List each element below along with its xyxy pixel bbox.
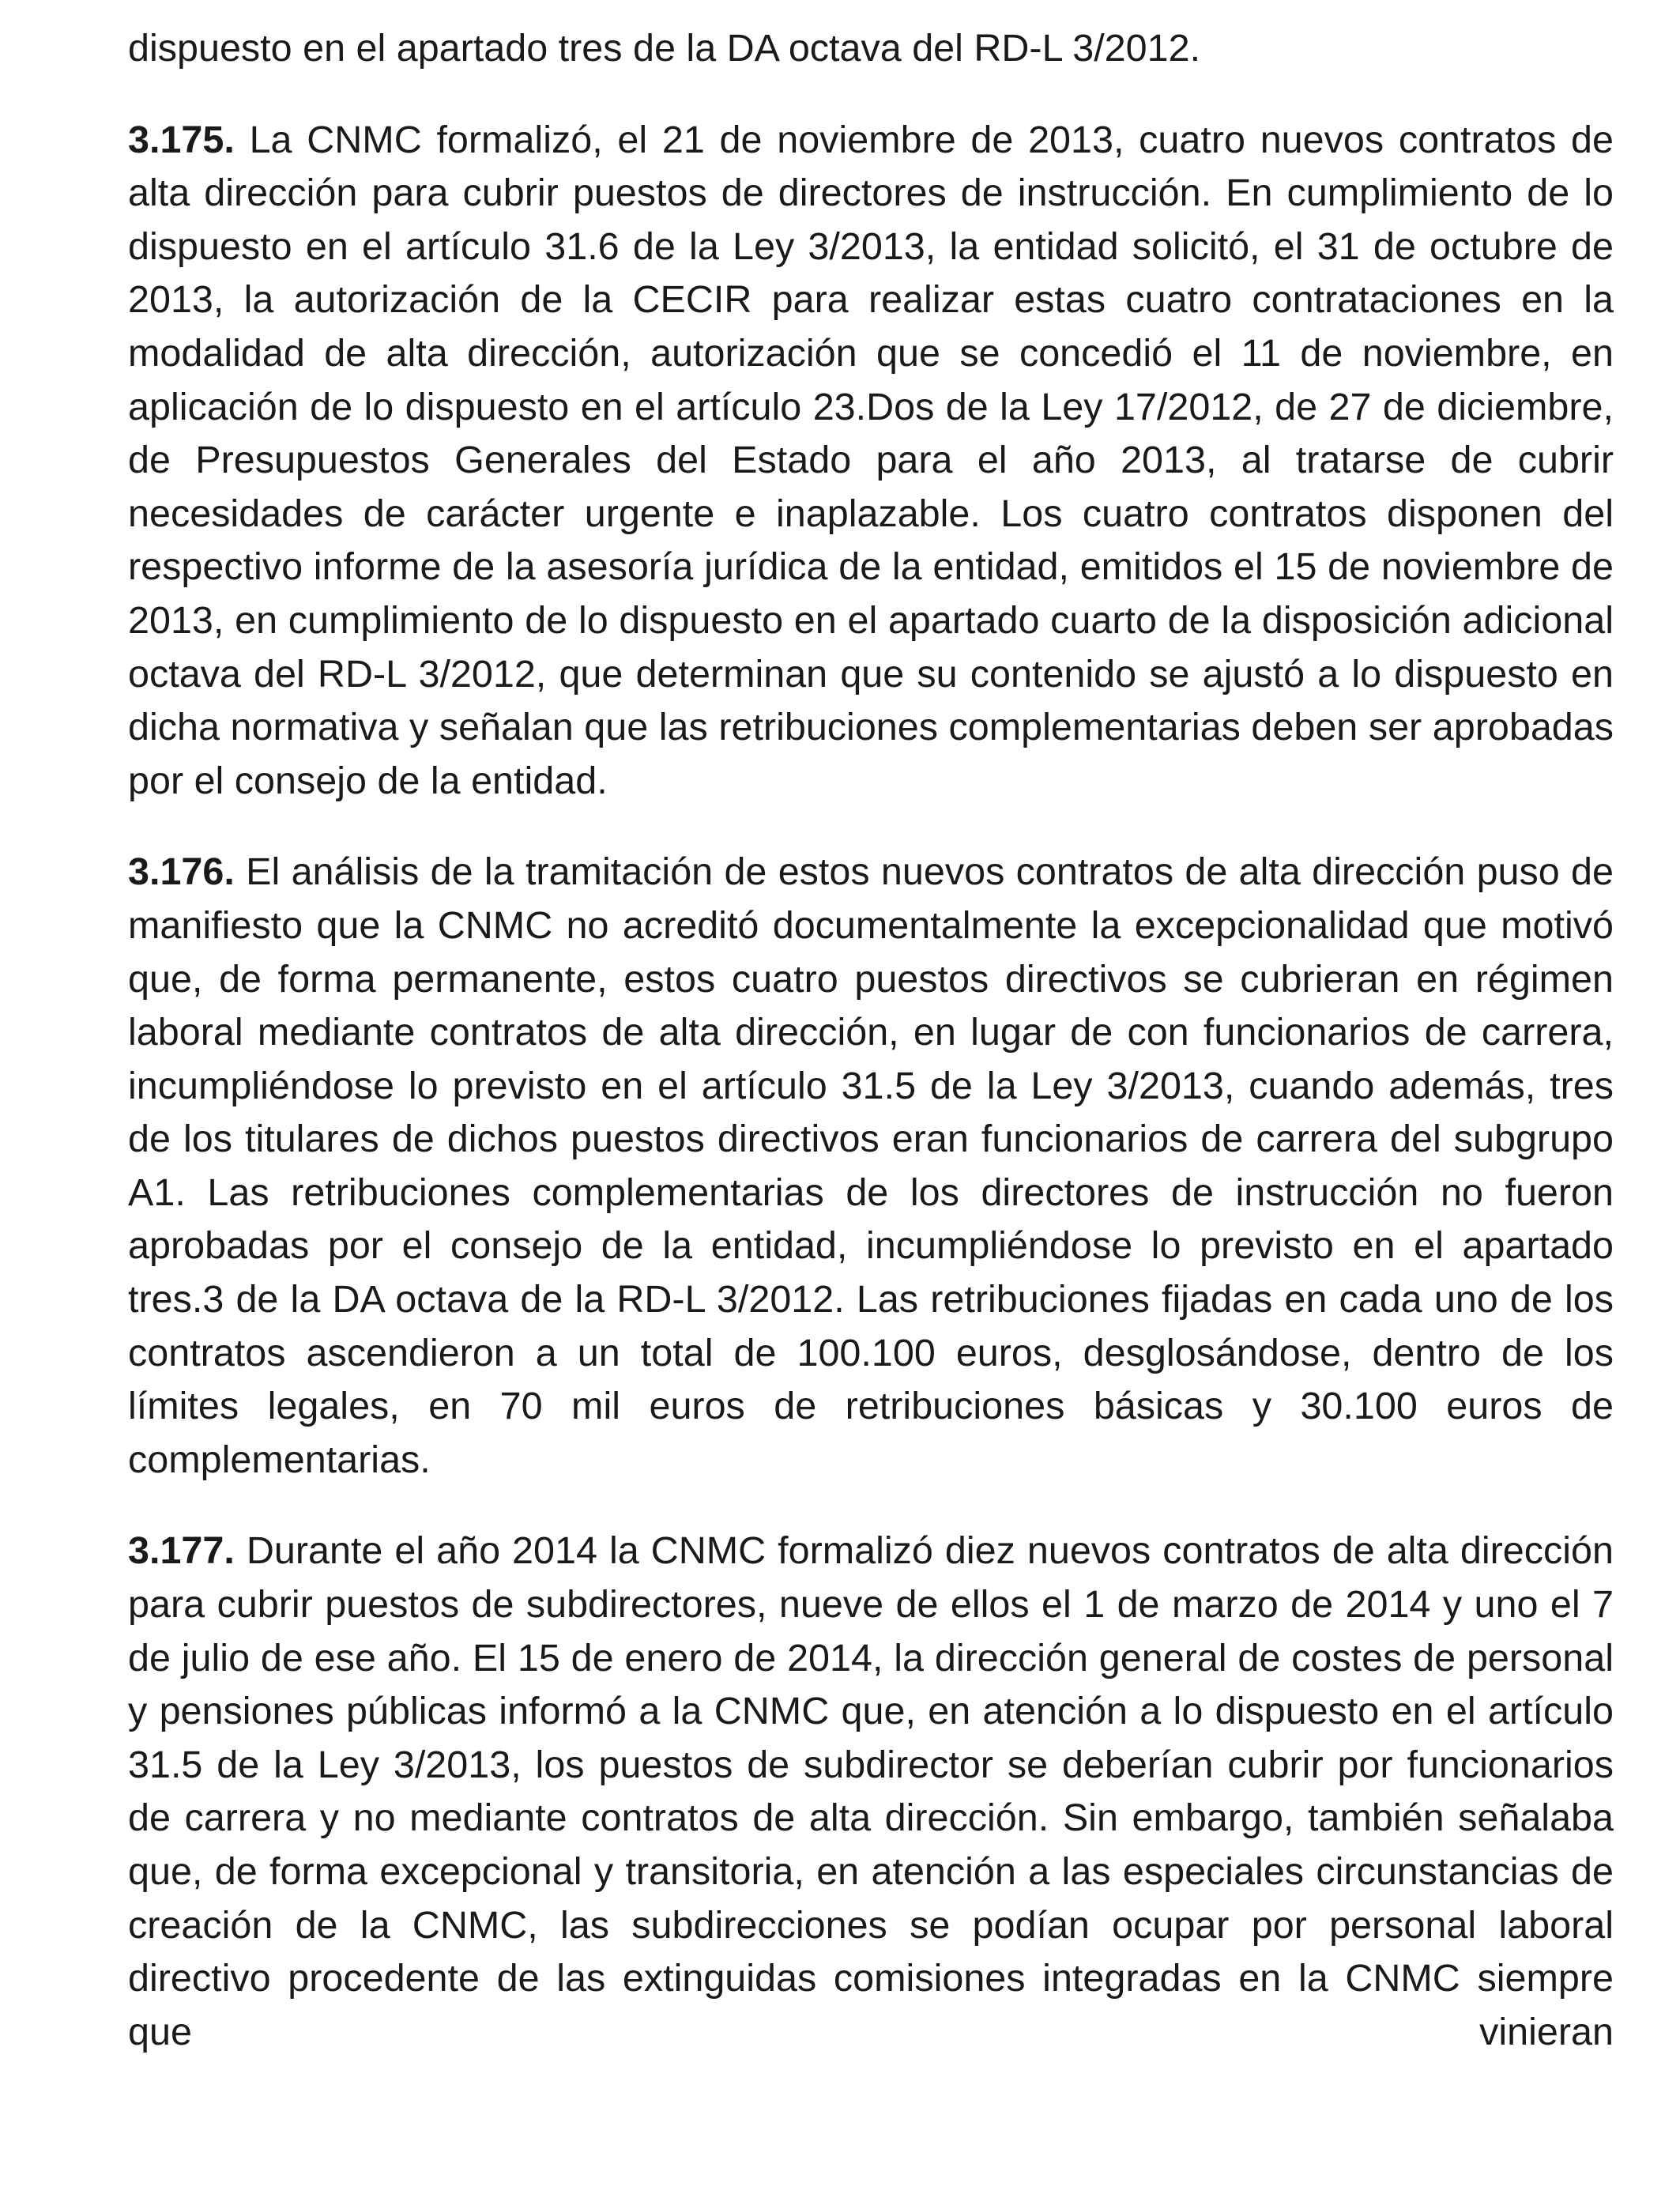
paragraph-number: 3.176.: [128, 850, 235, 894]
paragraph-text: El análisis de la tramitación de estos nuevos contratos de alta dirección puso de manifiesto que la CNMC no acreditó documentalmente la excepcionalidad que motivó que, de forma permanente, estos cuatro puestos directivos se cubrieran en régimen laboral mediante contratos de alta dirección, en lugar de con funcionarios de carrera, incumpliéndose lo previsto en el artículo 31.5 de la Ley 3/2013, cuando además, tres de los titulares de dichos puestos directivos eran funcionarios de carrera del subgrupo A1. Las retribuciones complementarias de los directores de instrucción no fueron aprobadas por el consejo de la entidad, incumpliéndose lo previsto en el apartado tres.3 de la DA octava de la RD-L 3/2012. Las retribuciones fijadas en cada uno de los contratos ascendieron a un total de 100.100 euros, desglosándose, dentro de los límites legales, en 70 mil euros de retribuciones básicas y 30.100 euros de complementarias.: [128, 850, 1614, 1481]
paragraph-text: La CNMC formalizó, el 21 de noviembre de 2013, cuatro nuevos contratos de alta dirección para cubrir puestos de directores de instrucción. En cumplimiento de lo dispuesto en el artículo 31.6 de la Ley 3/2013, la entidad solicitó, el 31 de octubre de 2013, la autorización de la CECIR para realizar estas cuatro contrataciones en la modalidad de alta dirección, autorización que se concedió el 11 de noviembre, en aplicación de lo dispuesto en el artículo 23.Dos de la Ley 17/2012, de 27 de diciembre, de Presupuestos Generales del Estado para el año 2013, al tratarse de cubrir necesidades de carácter urgente e inaplazable. Los cuatro contratos disponen del respectivo informe de la asesoría jurídica de la entidad, emitidos el 15 de noviembre de 2013, en cumplimiento de lo dispuesto en el apartado cuarto de la disposición adicional octava del RD-L 3/2012, que determinan que su contenido se ajustó a lo dispuesto en dicha normativa y señalan que las retribuciones complementarias deben ser aprobadas por el consejo de la entidad.: [128, 118, 1614, 802]
paragraph-3-176: [128, 846, 1614, 1487]
paragraph-number: 3.175.: [128, 118, 235, 161]
paragraph-3-175: [128, 114, 1614, 809]
paragraph-3-177: [128, 1525, 1614, 2059]
document-page: [128, 22, 1614, 2059]
paragraph-number: 3.177.: [128, 1529, 235, 1573]
continuation-text: dispuesto en el apartado tres de la DA octava del RD-L 3/2012.: [128, 27, 1201, 70]
paragraph-text: Durante el año 2014 la CNMC formalizó diez nuevos contratos de alta dirección para cubrir puestos de subdirectores, nueve de ellos el 1 de marzo de 2014 y uno el 7 de julio de ese año. El 15 de enero de 2014, la dirección general de costes de personal y pensiones públicas informó a la CNMC que, en atención a lo dispuesto en el artículo 31.5 de la Ley 3/2013, los puestos de subdirector se deberían cubrir por funcionarios de carrera y no mediante contratos de alta dirección. Sin embargo, también señalaba que, de forma excepcional y transitoria, en atención a las especiales circunstancias de creación de la CNMC, las subdirecciones se podían ocupar por personal laboral directivo procedente de las extinguidas comisiones integradas en la CNMC siempre que vinieran: [128, 1529, 1614, 2053]
